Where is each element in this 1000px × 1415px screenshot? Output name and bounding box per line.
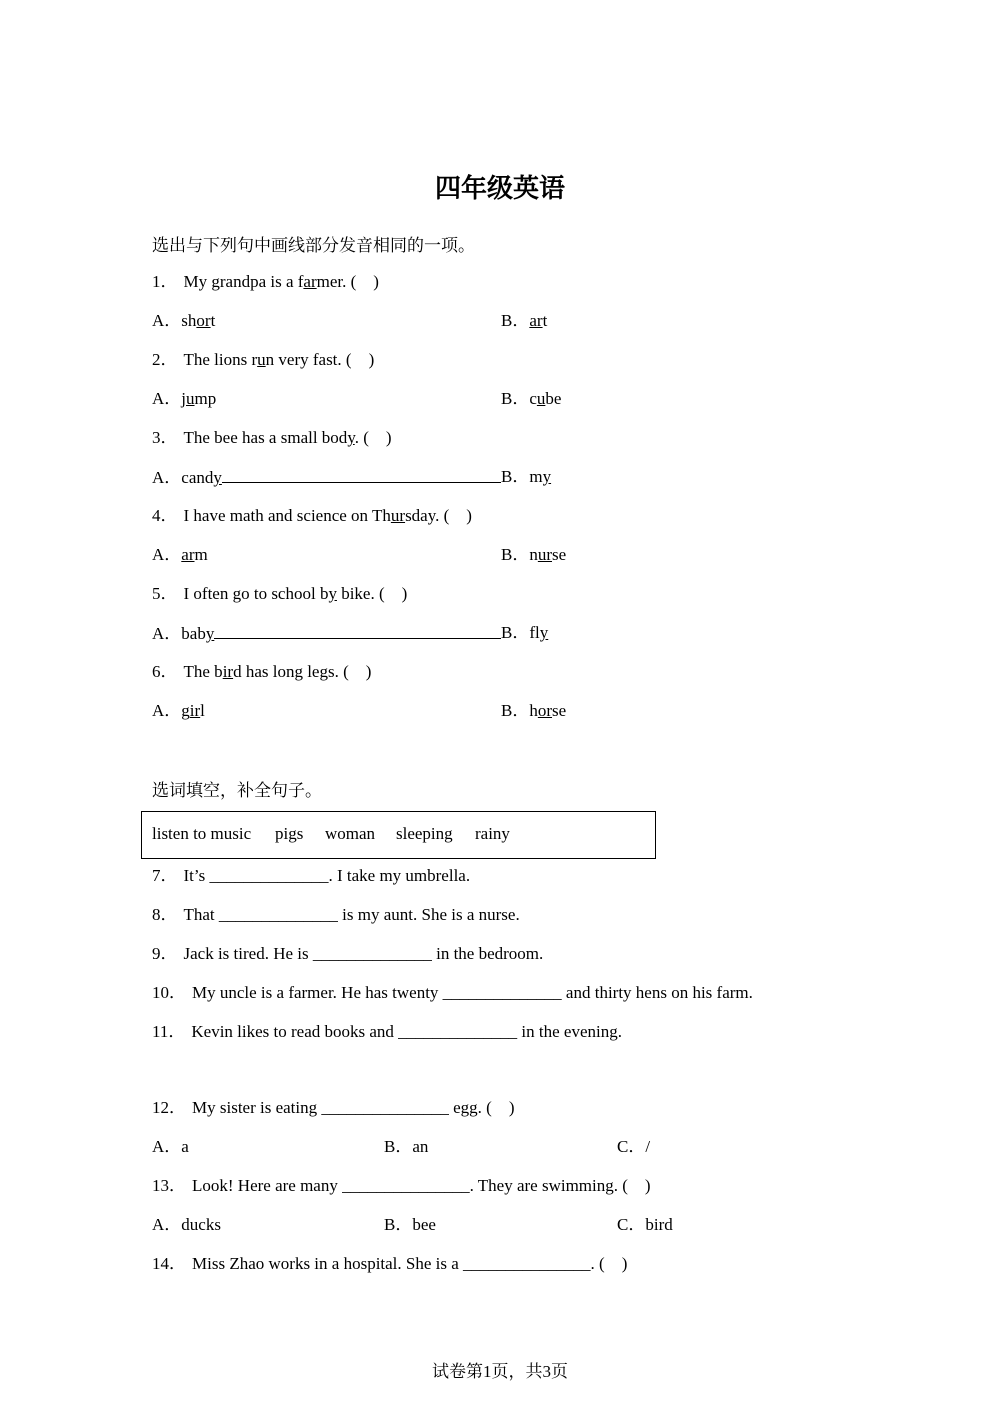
option-label: B．: [501, 389, 530, 408]
option-text-pre: n: [529, 545, 538, 564]
option-text-pre: j: [181, 389, 187, 408]
option-text: a: [181, 1137, 189, 1156]
option-a: [152, 388, 216, 410]
option-text-post: mp: [194, 389, 217, 408]
question-text: Look! Here are many _______________. They are swimming. ( ): [192, 1176, 651, 1195]
option-label: A．: [152, 1215, 182, 1234]
underlined-part: ur: [537, 545, 553, 564]
underlined-part: y: [347, 428, 355, 447]
option-text: an: [412, 1137, 429, 1156]
pronunciation-question: [152, 661, 371, 683]
underlined-part: y: [539, 623, 549, 642]
question-text-pre: I have math and science on Th: [183, 506, 391, 525]
option-a: [152, 700, 205, 722]
question-number: 11．: [152, 1022, 186, 1041]
question-text-post: bike. ( ): [336, 584, 408, 603]
option-text-post: m: [194, 545, 208, 564]
option-c: [617, 1136, 650, 1158]
underlined-part: ar: [181, 545, 195, 564]
word-bank-item: woman: [325, 824, 376, 843]
option-text: /: [645, 1137, 651, 1156]
option-label: A．: [152, 389, 182, 408]
question-text-pre: My grandpa is a f: [183, 272, 304, 291]
pronunciation-question: [152, 505, 472, 527]
underlined-part: or: [537, 701, 553, 720]
question-text: My uncle is a farmer. He has twenty ______________ and thirty hens on his farm.: [192, 983, 753, 1002]
underlined-part: y: [213, 468, 222, 487]
option-b: [501, 700, 566, 722]
question-number: 12．: [152, 1098, 186, 1117]
option-label: C．: [617, 1137, 646, 1156]
underlined-part: u: [186, 389, 195, 408]
option-label: B．: [501, 311, 530, 330]
question-text: My sister is eating _______________ egg. ( ): [192, 1098, 515, 1117]
pronunciation-question: [152, 583, 407, 605]
word-bank-box: [141, 811, 656, 859]
choice-question-12: [152, 1097, 515, 1119]
word-bank-item: pigs: [275, 824, 304, 843]
option-label: C．: [617, 1215, 646, 1234]
fill-sentence-8: [152, 904, 520, 926]
option-text-pre: cand: [181, 468, 214, 487]
question-number: 13．: [152, 1176, 186, 1195]
option-a: [152, 622, 501, 645]
question-number: 10．: [152, 983, 186, 1002]
question-number: 1．: [152, 272, 178, 291]
option-text: bee: [412, 1215, 436, 1234]
option-text-pre: c: [529, 389, 537, 408]
underlined-part: ir: [222, 662, 234, 681]
question-number: 14．: [152, 1254, 186, 1273]
question-text: That ______________ is my aunt. She is a nurse.: [183, 905, 520, 924]
word-bank-item: listen to music: [152, 824, 252, 843]
option-text-post: t: [210, 311, 216, 330]
option-label: A．: [152, 1137, 182, 1156]
question-text-pre: The lions r: [183, 350, 258, 369]
option-text: ducks: [181, 1215, 221, 1234]
option-c: [617, 1214, 673, 1236]
option-text: bird: [645, 1215, 673, 1234]
option-text-pre: h: [529, 701, 538, 720]
option-text-post: t: [542, 311, 548, 330]
question-text: Jack is tired. He is ______________ in the bedroom.: [183, 944, 544, 963]
word-bank-item: sleeping: [396, 824, 453, 843]
pronunciation-question: [152, 427, 392, 449]
option-label: A．: [152, 468, 182, 487]
question-number: 3．: [152, 428, 178, 447]
fill-sentence-10: [152, 982, 753, 1004]
option-text-post: l: [200, 701, 205, 720]
question-number: 9．: [152, 944, 178, 963]
underlined-part: y: [328, 584, 337, 603]
underlined-part: or: [196, 311, 211, 330]
section1-heading: 选出与下列句中画线部分发音相同的一项。: [152, 236, 475, 256]
option-label: B．: [501, 467, 530, 486]
option-b: [501, 622, 548, 644]
option-b: [384, 1136, 428, 1158]
underlined-part: y: [542, 467, 552, 486]
question-text-post: mer. ( ): [316, 272, 379, 291]
question-number: 5．: [152, 584, 178, 603]
question-number: 4．: [152, 506, 178, 525]
pronunciation-question: [152, 349, 374, 371]
question-number: 6．: [152, 662, 178, 681]
section2-heading: 选词填空，补全句子。: [152, 781, 322, 801]
page-title: 四年级英语: [434, 174, 565, 204]
underlined-part: y: [205, 624, 215, 643]
option-label: A．: [152, 545, 182, 564]
fill-sentence-9: [152, 943, 543, 965]
option-label: B．: [501, 545, 530, 564]
option-a: [152, 1136, 189, 1158]
question-text-post: n very fast. ( ): [265, 350, 375, 369]
underlined-part: ir: [189, 701, 201, 720]
underlined-part: ar: [303, 272, 317, 291]
option-text-post: se: [552, 701, 567, 720]
option-b: [501, 544, 566, 566]
option-text-pre: sh: [181, 311, 197, 330]
option-a: [152, 466, 501, 489]
option-b: [501, 466, 551, 488]
underlined-part: u: [536, 389, 546, 408]
question-text-post: d has long legs. ( ): [233, 662, 372, 681]
question-text-post: . ( ): [354, 428, 392, 447]
question-text-pre: The b: [183, 662, 223, 681]
option-text-pre: g: [181, 701, 190, 720]
page-footer: 试卷第1页，共3页: [432, 1362, 568, 1381]
question-number: 2．: [152, 350, 178, 369]
option-label: B．: [501, 701, 530, 720]
underlined-part: ur: [390, 506, 406, 525]
underline-rule: [222, 466, 501, 483]
underlined-part: u: [257, 350, 266, 369]
question-text: Kevin likes to read books and ______________ in the evening.: [191, 1022, 622, 1041]
option-label: B．: [384, 1215, 413, 1234]
question-text-pre: The bee has a small bod: [183, 428, 348, 447]
question-text-pre: I often go to school b: [183, 584, 329, 603]
option-label: B．: [501, 623, 530, 642]
question-number: 8．: [152, 905, 178, 924]
option-text-pre: fl: [529, 623, 540, 642]
fill-sentence-7: [152, 865, 470, 887]
option-a: [152, 544, 208, 566]
fill-sentence-11: [152, 1021, 622, 1043]
option-b: [384, 1214, 436, 1236]
option-text-pre: m: [529, 467, 543, 486]
question-text: It’s ______________. I take my umbrella.: [183, 866, 471, 885]
question-number: 7．: [152, 866, 178, 885]
option-a: [152, 310, 215, 332]
option-label: A．: [152, 624, 182, 643]
question-text: Miss Zhao works in a hospital. She is a _______________. ( ): [192, 1254, 628, 1273]
option-label: A．: [152, 311, 182, 330]
option-text-post: be: [545, 389, 562, 408]
option-b: [501, 388, 561, 410]
choice-question-14: [152, 1253, 627, 1275]
word-bank-item: rainy: [475, 824, 510, 843]
pronunciation-question: [152, 271, 379, 293]
underline-rule: [214, 622, 501, 639]
choice-question-13: [152, 1175, 651, 1197]
question-text-post: sday. ( ): [405, 506, 472, 525]
option-text-post: se: [552, 545, 567, 564]
option-b: [501, 310, 547, 332]
option-text-pre: bab: [181, 624, 206, 643]
underlined-part: ar: [529, 311, 543, 330]
option-label: B．: [384, 1137, 413, 1156]
option-label: A．: [152, 701, 182, 720]
option-a: [152, 1214, 221, 1236]
